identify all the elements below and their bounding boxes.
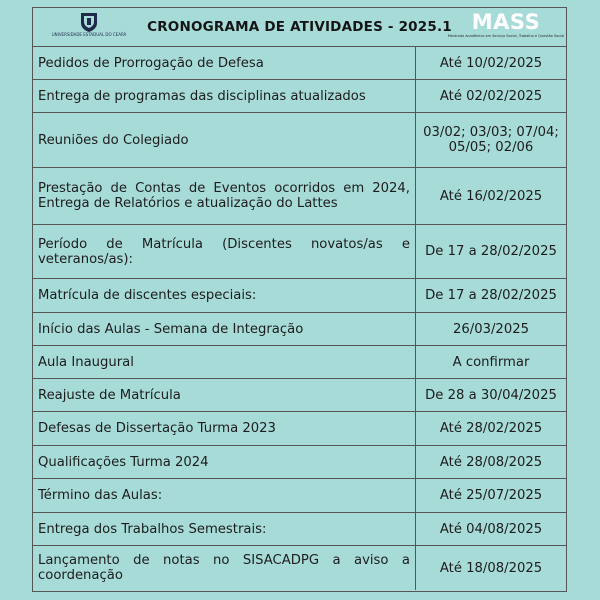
activity-cell: Matrícula de discentes especiais:	[38, 288, 257, 303]
activity-cell: Pedidos de Prorrogação de Defesa	[38, 55, 264, 71]
table-row	[33, 546, 566, 590]
activity-cell: Aula Inaugural	[38, 354, 134, 370]
activity-cell: Início das Aulas - Semana de Integração	[38, 321, 304, 337]
university-logo-text: UNIVERSIDADE ESTADUAL DO CEARÁ	[51, 32, 127, 37]
table-row	[33, 113, 566, 168]
program-logo	[447, 10, 565, 44]
activity-cell: Reuniões do Colegiado	[38, 132, 189, 148]
date-cell: Até 10/02/2025	[439, 55, 543, 71]
university-crest-icon	[78, 11, 100, 33]
activity-cell: Entrega de programas das disciplinas atualizados	[38, 88, 366, 104]
date-cell: Até 25/07/2025	[439, 488, 543, 503]
date-cell: De 17 a 28/02/2025	[425, 244, 557, 259]
table-row	[33, 446, 566, 479]
university-logo	[51, 11, 127, 43]
table-row	[33, 379, 566, 412]
table-row	[33, 313, 566, 346]
activity-cell: Entrega dos Trabalhos Semestrais:	[38, 521, 267, 537]
date-cell: 03/02; 03/03; 07/04; 05/05; 02/06	[423, 125, 559, 155]
date-cell: 26/03/2025	[452, 321, 529, 337]
program-logo-subtitle: Mestrado Acadêmico em Serviço Social, Trabalho e Questão Social	[447, 34, 565, 38]
program-logo-text: MASS	[471, 10, 541, 34]
date-cell: Até 28/02/2025	[439, 421, 543, 436]
table-row	[33, 80, 566, 113]
date-cell: De 17 a 28/02/2025	[425, 288, 557, 303]
activity-cell: Defesas de Dissertação Turma 2023	[38, 421, 276, 436]
date-cell: De 28 a 30/04/2025	[425, 387, 557, 403]
activity-cell: Período de Matrícula (Discentes novatos/as e veteranos/as):	[38, 236, 410, 267]
date-cell: Até 16/02/2025	[439, 188, 543, 204]
date-cell: Até 02/02/2025	[439, 88, 543, 104]
table-row	[33, 479, 566, 513]
date-cell: Até 28/08/2025	[439, 454, 543, 470]
date-cell: A confirmar	[452, 354, 530, 370]
table-row	[33, 225, 566, 279]
table-row	[33, 513, 566, 546]
activity-cell: Término das Aulas:	[38, 488, 163, 503]
activity-cell: Prestação de Contas de Eventos ocorridos em 2024, Entrega de Relatórios e atualização do Lattes	[38, 181, 410, 211]
activity-cell: Lançamento de notas no SISACADPG a aviso a coordenação	[38, 553, 410, 583]
date-cell: Até 04/08/2025	[439, 521, 543, 537]
table-header	[33, 8, 566, 47]
table-row	[33, 346, 566, 379]
activity-cell: Qualificações Turma 2024	[38, 454, 209, 470]
table-row	[33, 412, 566, 446]
table-row	[33, 279, 566, 313]
activity-cell: Reajuste de Matrícula	[38, 387, 181, 403]
table-row	[33, 47, 566, 80]
schedule-table	[32, 7, 567, 592]
table-row	[33, 168, 566, 225]
page-title: CRONOGRAMA DE ATIVIDADES - 2025.1	[147, 19, 452, 35]
date-cell: Até 18/08/2025	[439, 560, 543, 576]
